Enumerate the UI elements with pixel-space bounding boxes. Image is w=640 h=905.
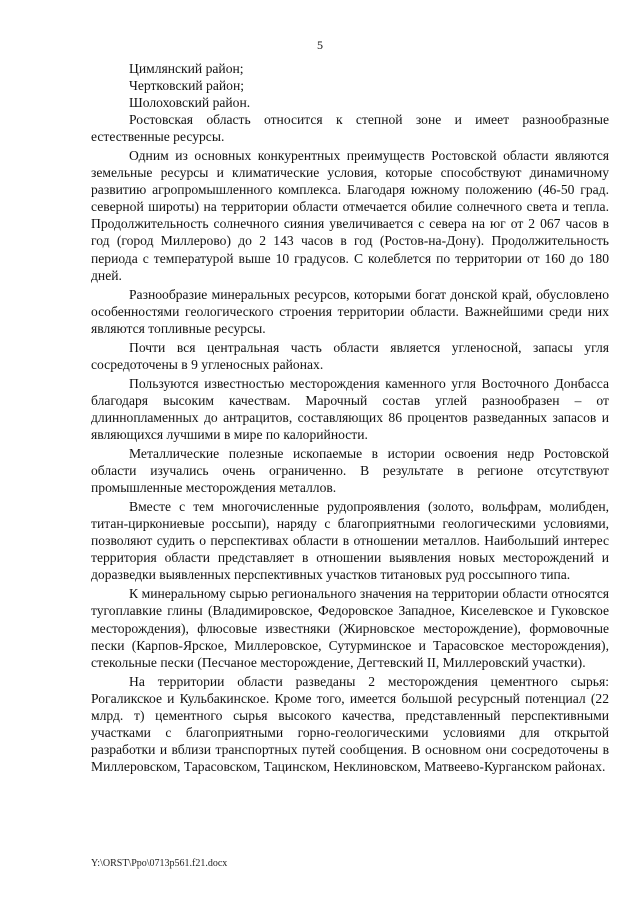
paragraph: Разнообразие минеральных ресурсов, которыми богат донской край, обусловлено особенностями геологического строения территории области. Важнейшими среди них являются топливные ресурсы. [91, 286, 609, 336]
district-list-item: Цимлянский район; [129, 61, 244, 76]
paragraph: Почти вся центральная часть области является угленосной, запасы угля сосредоточены в 9 угленосных районах. [91, 339, 609, 372]
paragraph: Вместе с тем многочисленные рудопроявления (золото, вольфрам, молибден, титан-циркониевые россыпи), наряду с благоприятными геологическими условиями, позволяют судить о перспективах области в отношении металлов. Наибольший интерес территория области представляет в отношении выявления новых месторождений и доразведки выявленных перспективных участков титановых руд россыпного типа. [91, 499, 609, 583]
paragraph: Одним из основных конкурентных преимуществ Ростовской области являются земельные ресурсы и климатические условия, которые способствуют динамичному развитию агропромышленного комплекса. Благодаря южному положению (46-50 град. северной широты) на территории области отмечается обилие солнечного света и тепла. Продолжительность солнечного сияния увеличивается с севера на юг от 2 067 часов в год (город Миллерово) до 2 143 часов в год (Ростов-на-Дону). Продолжительность периода с температурой выше 10 градусов. С колеблется по территории от 160 до 180 дней. [91, 148, 609, 283]
district-list-item: Шолоховский район. [129, 95, 251, 111]
document-body [91, 60, 609, 775]
paragraph: Пользуются известностью месторождения каменного угля Восточного Донбасса благодаря высоким качествам. Марочный состав углей разнообразен – от длиннопламенных до антрацитов, составляющих 86 процентов разведанных запасов и являющихся лучшими в мире по калорийности. [91, 375, 609, 442]
paragraph: К минеральному сырью регионального значения на территории области относятся тугоплавкие глины (Владимировское, Федоровское Западное, Киселевское и Гуковское месторождения), флюсовые известняки (Жирновское месторождение), формовочные пески (Карпов-Ярское, Миллеровское, Сутурминское и Тарасовское месторождения), стекольные пески (Песчаное месторождение, Дегтевский II, Миллеровский участки). [91, 586, 609, 670]
file-path-footer: Y:\ORST\Ppo\0713p561.f21.docx [91, 858, 228, 869]
district-list-item: Чертковский район; [129, 78, 245, 94]
paragraph: Металлические полезные ископаемые в истории освоения недр Ростовской области изучались очень ограниченно. В результате в регионе отсутствуют промышленные месторождения металлов. [91, 446, 609, 496]
paragraph: На территории области разведаны 2 месторождения цементного сырья: Рогаликское и Кульбакинское. Кроме того, имеется большой ресурсный потенциал (22 млрд. т) цементного сырья высокого качества, представленный перспективными участками с благоприятными горно-геологическими условиями для открытой разработки и вблизи транспортных путей сообщения. В основном они сосредоточены в Миллеровском, Тарасовском, Тацинском, Неклиновском, Матвеево-Курганском районах. [91, 673, 609, 774]
paragraph: Ростовская область относится к степной зоне и имеет разнообразные естественные ресурсы. [91, 112, 609, 145]
page-number: 5 [317, 38, 323, 52]
